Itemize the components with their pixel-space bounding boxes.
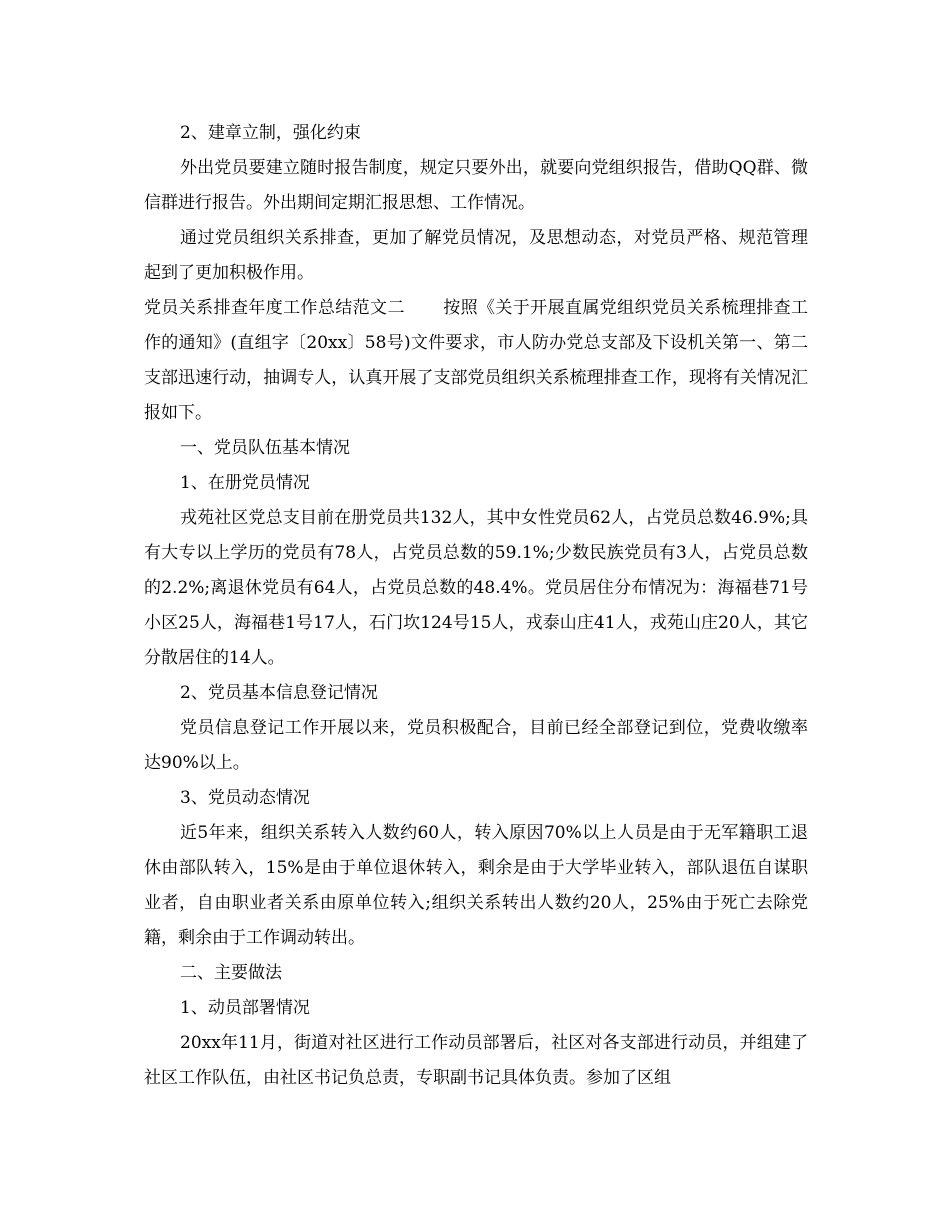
paragraph-article-two	[144, 291, 808, 431]
section-heading-rules: 2、建章立制，强化约束	[180, 123, 361, 143]
section-heading-basic-situation: 一、党员队伍基本情况	[180, 438, 350, 458]
paragraph-member-statistics: 戎苑社区党总支目前在册党员共132人，其中女性党员62人，占党员总数46.9%;具有大专以上学历的党员有78人，占党员总数的59.1%;少数民族党员有3人，占党员总数的2.2%;离退休党员有64人，占党员总数的48.4%。党员居住分布情况为：海福巷71号小区25人，海福巷1号17人，石门坎124号15人，戎泰山庄41人，戎苑山庄20人，其它分散居住的14人。	[144, 508, 808, 668]
subheading-info-registration: 2、党员基本信息登记情况	[180, 683, 378, 703]
paragraph-reporting-system: 外出党员要建立随时报告制度，规定只要外出，就要向党组织报告，借助QQ群、微信群进行报告。外出期间定期汇报思想、工作情况。	[144, 158, 808, 213]
article-two-intro: 按照《关于开展直属党组织党员关系梳理排查工作的通知》(直组字〔20xx〕58号)文件要求，市人防办党总支部及下设机关第一、第二支部迅速行动，抽调专人，认真开展了支部党员组织关系梳理排查工作，现将有关情况汇报如下。	[144, 298, 809, 423]
paragraph-investigation-result: 通过党员组织关系排查，更加了解党员情况，及思想动态，对党员严格、规范管理起到了更加积极作用。	[144, 228, 808, 283]
subheading-member-dynamics: 3、党员动态情况	[180, 788, 310, 808]
subheading-mobilization: 1、动员部署情况	[180, 998, 310, 1018]
section-heading-main-practices: 二、主要做法	[180, 963, 282, 983]
paragraph-member-dynamics: 近5年来，组织关系转入人数约60人，转入原因70%以上人员是由于无军籍职工退休由部队转入，15%是由于单位退休转入，剩余是由于大学毕业转入，部队退伍自谋职业者，自由职业者关系由原单位转入;组织关系转出人数约20人，25%由于死亡去除党籍，剩余由于工作调动转出。	[144, 823, 808, 948]
article-two-title: 党员关系排查年度工作总结范文二	[144, 298, 405, 318]
subheading-registered-members: 1、在册党员情况	[180, 473, 310, 493]
document-body	[144, 116, 808, 1096]
paragraph-mobilization: 20xx年11月，街道对社区进行工作动员部署后，社区对各支部进行动员，并组建了社区工作队伍，由社区书记负总责，专职副书记具体负责。参加了区组	[144, 1033, 808, 1088]
paragraph-info-registration: 党员信息登记工作开展以来，党员积极配合，目前已经全部登记到位，党费收缴率达90%以上。	[144, 718, 808, 773]
